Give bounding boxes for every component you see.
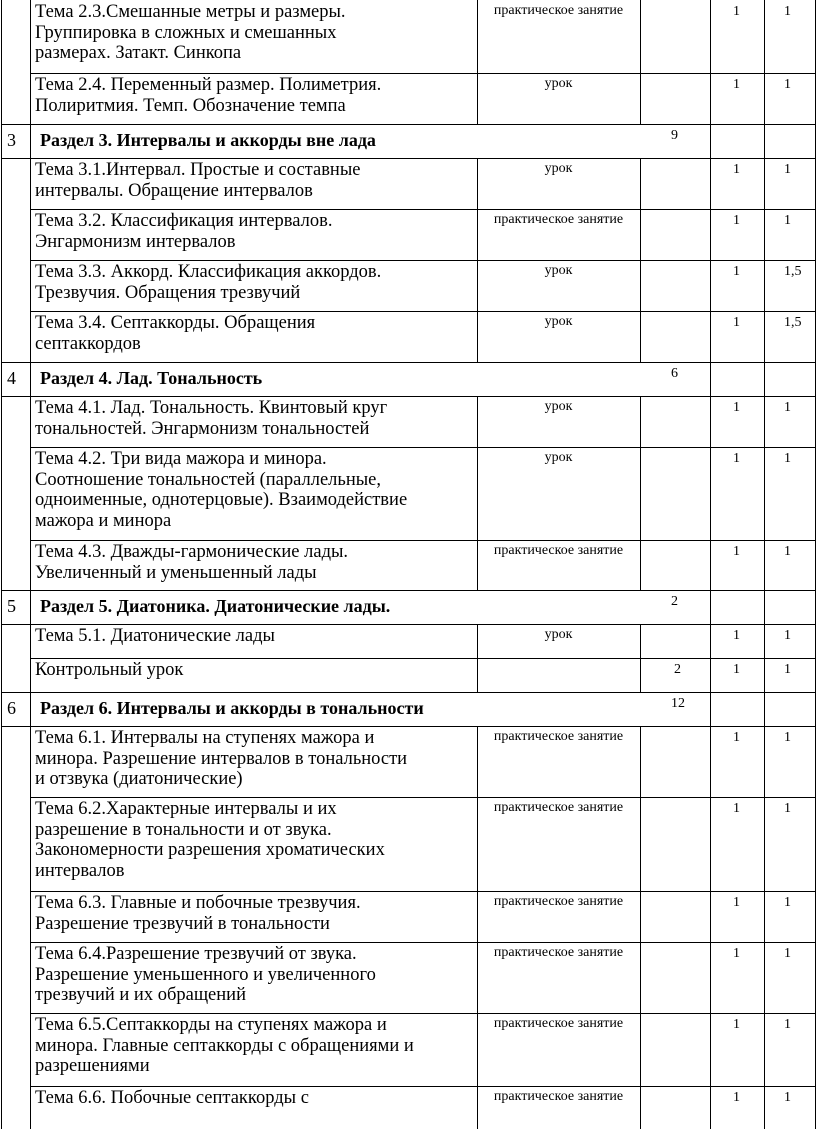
table-vertical-rule (764, 692, 765, 726)
table-vertical-rule (710, 692, 711, 726)
hours-column-a: 1 (733, 264, 740, 279)
table-vertical-rule (710, 590, 711, 624)
table-vertical-rule (640, 942, 641, 1013)
topic-text-line: одноименные, однотерцовые). Взаимодействие (35, 490, 408, 510)
topic-text-line: Разрешение уменьшенного и увеличенного (35, 964, 376, 985)
topic-text-line: интервалы. Обращение интервалов (35, 180, 313, 201)
table-horizontal-rule (1, 726, 816, 727)
hours-column-a: 1 (733, 544, 740, 559)
table-horizontal-rule (1, 590, 816, 591)
table-vertical-rule (764, 73, 765, 124)
table-vertical-rule (710, 658, 711, 692)
table-vertical-rule (710, 891, 711, 942)
hours-column-a: 1 (733, 801, 740, 816)
table-vertical-rule (640, 1086, 641, 1129)
lesson-type: урок (544, 399, 573, 414)
topic-text-line: Тема 3.3. Аккорд. Классификация аккордов. (35, 262, 382, 282)
hours-column-b: 1 (784, 628, 791, 643)
table-horizontal-rule (30, 1086, 816, 1087)
table-vertical-rule (30, 209, 31, 260)
hours-column-a: 1 (733, 628, 740, 643)
topic-text-line: Тема 6.1. Интервалы на ступенях мажора и (35, 728, 375, 748)
hours-column-a: 1 (733, 4, 740, 19)
hours-column-b: 1 (784, 1090, 791, 1105)
table-vertical-rule (640, 73, 641, 124)
table-vertical-rule (710, 362, 711, 396)
table-vertical-rule (710, 540, 711, 590)
table-vertical-rule (710, 726, 711, 797)
table-vertical-rule (30, 260, 31, 311)
hours-column-a: 1 (733, 946, 740, 961)
topic-text-line: Тема 4.1. Лад. Тональность. Квинтовый круг (35, 398, 388, 418)
hours-column-b: 1 (784, 946, 791, 961)
section-title: Раздел 6. Интервалы и аккорды в тональности (40, 698, 424, 718)
lesson-type: практическое занятие (493, 800, 624, 815)
hours-column-b: 1 (784, 400, 791, 415)
table-vertical-rule (764, 797, 765, 891)
topic-text-line: Тема 3.1.Интервал. Простые и составные (35, 160, 361, 180)
table-vertical-rule (710, 158, 711, 209)
hours-column-b: 1 (784, 77, 791, 92)
hours-column-a: 1 (733, 400, 740, 415)
section-number: 4 (7, 368, 16, 388)
topic-text-line: Тема 6.2.Характерные интервалы и их (35, 799, 337, 819)
hours-column-a: 1 (733, 162, 740, 177)
table-horizontal-rule (30, 797, 816, 798)
topic-text-line: Тема 2.4. Переменный размер. Полиметрия. (35, 75, 382, 95)
hours-column-a: 1 (733, 662, 740, 677)
table-vertical-rule (764, 1013, 765, 1086)
table-horizontal-rule (30, 1013, 816, 1014)
section-title: Раздел 3. Интервалы и аккорды вне лада (40, 130, 376, 150)
table-vertical-rule (764, 362, 765, 396)
lesson-type: практическое занятие (493, 945, 624, 960)
table-horizontal-rule (30, 209, 816, 210)
topic-text-line: минора. Главные септаккорды с обращениями и (35, 1035, 414, 1056)
table-vertical-rule (640, 797, 641, 891)
topic-text-line: тональностей. Энгармонизм тональностей (35, 418, 370, 439)
topic-text-line: Тема 4.3. Дважды-гармонические лады. (35, 542, 349, 562)
table-vertical-rule (640, 1013, 641, 1086)
topic-text-line: Тема 3.4. Септаккорды. Обращения (35, 313, 316, 333)
topic-text-line: Тема 6.5.Септаккорды на ступенях мажора и (35, 1015, 387, 1035)
table-vertical-rule (710, 1086, 711, 1129)
hours-column-a: 1 (733, 213, 740, 228)
topic-text-line: минора. Разрешение интервалов в тональности (35, 748, 408, 769)
table-vertical-rule (640, 209, 641, 260)
lesson-type: практическое занятие (493, 894, 624, 909)
topic-text-line: разрешение в тональности и от звука. (35, 819, 332, 840)
hours-column-a: 1 (733, 1017, 740, 1032)
table-vertical-rule (477, 658, 478, 692)
table-horizontal-rule (30, 447, 816, 448)
table-vertical-rule (30, 891, 31, 942)
hours-column-b: 1 (784, 662, 791, 677)
table-vertical-rule (30, 590, 31, 624)
topic-text-line: разрешениями (35, 1056, 150, 1076)
lesson-type: урок (544, 76, 573, 91)
table-vertical-rule (710, 124, 711, 158)
lesson-type: практическое занятие (493, 543, 624, 558)
table-vertical-rule (30, 658, 31, 692)
hours-column-a: 1 (733, 1090, 740, 1105)
table-vertical-rule (640, 891, 641, 942)
table-vertical-rule (30, 797, 31, 891)
table-vertical-rule (640, 658, 641, 692)
hours-column-a: 1 (733, 730, 740, 745)
table-vertical-rule (764, 1086, 765, 1129)
table-horizontal-rule (1, 124, 816, 125)
table-vertical-rule (764, 0, 765, 73)
section-hours: 12 (671, 696, 685, 711)
topic-text-line: Тема 4.2. Три вида мажора и минора. (35, 449, 327, 469)
hours-column-b: 1 (784, 451, 791, 466)
hours-column-b: 1 (784, 544, 791, 559)
table-vertical-rule (764, 396, 765, 447)
table-vertical-rule (1, 0, 2, 1129)
table-vertical-rule (710, 260, 711, 311)
topic-text-line: Трезвучия. Обращения трезвучий (35, 282, 301, 303)
topic-text-line: Тема 2.3.Смешанные метры и размеры. (35, 2, 346, 22)
table-vertical-rule (30, 1013, 31, 1086)
topic-hours: 2 (674, 662, 681, 677)
table-vertical-rule (640, 311, 641, 362)
table-vertical-rule (30, 692, 31, 726)
topic-text-line: и отзвука (диатонические) (35, 769, 243, 789)
lesson-type: практическое занятие (493, 1089, 624, 1104)
lesson-type: практическое занятие (493, 3, 624, 18)
table-vertical-rule (710, 624, 711, 658)
topic-text-line: Тема 6.4.Разрешение трезвучий от звука. (35, 944, 357, 964)
topic-text-line: трезвучий и их обращений (35, 985, 246, 1005)
table-vertical-rule (764, 158, 765, 209)
hours-column-b: 1 (784, 162, 791, 177)
table-vertical-rule (764, 447, 765, 540)
section-hours: 2 (671, 594, 678, 609)
section-title: Раздел 5. Диатоника. Диатонические лады. (40, 596, 391, 616)
table-vertical-rule (30, 726, 31, 797)
table-vertical-rule (30, 73, 31, 124)
topic-text-line: Полиритмия. Темп. Обозначение темпа (35, 95, 346, 116)
table-vertical-rule (30, 311, 31, 362)
topic-text-line: Группировка в сложных и смешанных (35, 22, 337, 43)
table-vertical-rule (30, 362, 31, 396)
section-number: 5 (7, 596, 16, 616)
table-vertical-rule (30, 158, 31, 209)
hours-column-b: 1 (784, 213, 791, 228)
table-horizontal-rule (30, 540, 816, 541)
lesson-type: урок (544, 627, 573, 642)
table-vertical-rule (30, 1086, 31, 1129)
hours-column-b: 1 (784, 4, 791, 19)
table-vertical-rule (30, 624, 31, 658)
hours-column-a: 1 (733, 315, 740, 330)
topic-text-line: Тема 6.6. Побочные септаккорды с (35, 1088, 309, 1108)
lesson-type: урок (544, 161, 573, 176)
topic-text-line: Тема 3.2. Классификация интервалов. (35, 211, 333, 231)
table-vertical-rule (764, 540, 765, 590)
table-vertical-rule (640, 726, 641, 797)
topic-text-line: Тема 5.1. Диатонические лады (35, 626, 275, 646)
table-vertical-rule (640, 260, 641, 311)
topic-text-line: Тема 6.3. Главные и побочные трезвучия. (35, 893, 361, 913)
lesson-type: практическое занятие (493, 212, 624, 227)
topic-text-line: Разрешение трезвучий в тональности (35, 913, 330, 934)
section-title: Раздел 4. Лад. Тональность (40, 368, 263, 388)
topic-text-line: Закономерности разрешения хроматических (35, 840, 385, 860)
table-horizontal-rule (30, 891, 816, 892)
table-vertical-rule (710, 311, 711, 362)
table-vertical-rule (640, 396, 641, 447)
section-number: 6 (7, 698, 16, 718)
table-horizontal-rule (30, 311, 816, 312)
table-vertical-rule (764, 942, 765, 1013)
table-horizontal-rule (1, 624, 816, 625)
table-vertical-rule (710, 1013, 711, 1086)
table-vertical-rule (764, 658, 765, 692)
table-horizontal-rule (1, 692, 816, 693)
section-number: 3 (7, 130, 16, 150)
table-vertical-rule (640, 0, 641, 73)
table-horizontal-rule (30, 942, 816, 943)
lesson-type: практическое занятие (493, 729, 624, 744)
table-vertical-rule (764, 624, 765, 658)
table-vertical-rule (30, 0, 31, 73)
table-vertical-rule (710, 396, 711, 447)
table-vertical-rule (30, 942, 31, 1013)
table-vertical-rule (640, 447, 641, 540)
table-vertical-rule (710, 209, 711, 260)
table-vertical-rule (640, 624, 641, 658)
hours-column-a: 1 (733, 895, 740, 910)
topic-text-line: Соотношение тональностей (параллельные, (35, 469, 382, 490)
table-vertical-rule (30, 124, 31, 158)
lesson-type: урок (544, 314, 573, 329)
table-vertical-rule (710, 797, 711, 891)
table-vertical-rule (30, 396, 31, 447)
table-vertical-rule (764, 311, 765, 362)
topic-text-line: септаккордов (35, 333, 141, 354)
table-vertical-rule (640, 158, 641, 209)
lesson-type: практическое занятие (493, 1016, 624, 1031)
table-horizontal-rule (30, 658, 816, 659)
topic-text-line: мажора и минора (35, 510, 172, 531)
table-vertical-rule (764, 726, 765, 797)
section-hours: 6 (671, 366, 678, 381)
hours-column-b: 1,5 (784, 315, 802, 330)
table-vertical-rule (710, 0, 711, 73)
lesson-type: урок (544, 263, 573, 278)
topic-text-line: Контрольный урок (35, 660, 184, 680)
lesson-type: урок (544, 450, 573, 465)
hours-column-b: 1 (784, 1017, 791, 1032)
table-horizontal-rule (1, 396, 816, 397)
hours-column-a: 1 (733, 451, 740, 466)
table-horizontal-rule (1, 362, 816, 363)
table-vertical-rule (710, 73, 711, 124)
table-horizontal-rule (1, 158, 816, 159)
table-vertical-rule (710, 942, 711, 1013)
table-vertical-rule (710, 447, 711, 540)
hours-column-b: 1,5 (784, 264, 802, 279)
topic-text-line: Увеличенный и уменьшенный лады (35, 562, 317, 583)
hours-column-b: 1 (784, 801, 791, 816)
table-horizontal-rule (30, 260, 816, 261)
section-hours: 9 (671, 128, 678, 143)
hours-column-b: 1 (784, 895, 791, 910)
table-vertical-rule (30, 447, 31, 540)
hours-column-b: 1 (784, 730, 791, 745)
hours-column-a: 1 (733, 77, 740, 92)
table-vertical-rule (764, 209, 765, 260)
table-vertical-rule (30, 540, 31, 590)
table-vertical-rule (764, 891, 765, 942)
table-horizontal-rule (30, 73, 816, 74)
topic-text-line: Энгармонизм интервалов (35, 231, 236, 252)
table-vertical-rule (764, 590, 765, 624)
table-vertical-rule (764, 124, 765, 158)
table-vertical-rule (640, 540, 641, 590)
topic-text-line: размерах. Затакт. Синкопа (35, 43, 242, 63)
topic-text-line: интервалов (35, 860, 125, 881)
table-vertical-rule (764, 260, 765, 311)
